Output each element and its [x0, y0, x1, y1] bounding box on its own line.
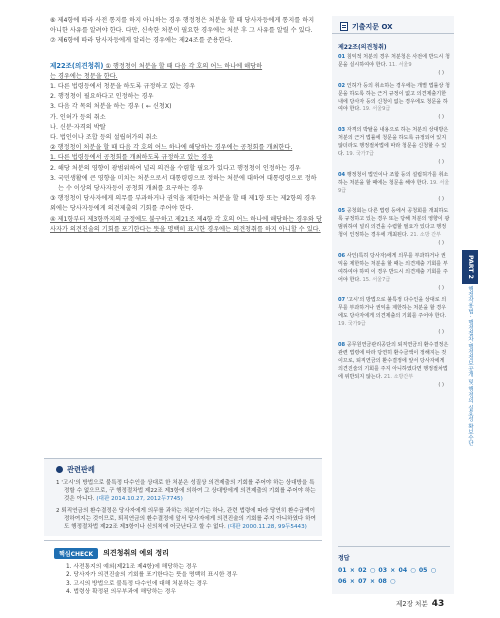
side-vertical-title: 행정작용법 · 행정절차·행정정보공개 및 행정의 실효성 확보수단: [467, 286, 473, 446]
article-paragraph-2: ② 행정청이 처분을 할 때 다음 각 호의 어느 하나에 해당하는 경우에는 공청회를 개최한다.: [50, 144, 293, 152]
list-item: 나. 신분·자격의 박탈: [50, 123, 106, 131]
key-check-box: [44, 540, 322, 596]
page-number: 43: [431, 599, 445, 609]
case-source: (대판 2000.11.28, 99두5443): [227, 524, 307, 531]
answers-title: 정답: [338, 555, 350, 562]
list-item: 3. 다음 각 목의 처분을 하는 경우 ( ← 신청X): [50, 103, 172, 111]
chapter-label: 제2장 처분: [396, 600, 428, 608]
ox-item: 01 침익적 처분의 경우 처분청은 사전에 반드시 청문을 실시하여야 한다. 11. 서울9 ( ): [338, 54, 450, 76]
ox-list: [338, 54, 450, 394]
list-item: 다. 법인이나 조합 등의 설립허가의 취소: [50, 134, 158, 142]
list-item: 3. 국민생활에 큰 영향을 미치는 처분으로서 대통령령으로 정하는 처분에 대하여 대통령령으로 정하는 수 이상의 당사자등이 공청회 개최를 요구하는 경우: [50, 174, 317, 193]
related-cases-body: [56, 479, 318, 534]
case-item: 2 퇴직연금의 환수결정은 당사자에게 의무를 과하는 처분이기는 하나, 관련 법령에 따라 당연히 환수금액이 정하여지는 것이므로, 퇴직연금의 환수결정에 앞서 당사자에게 의견진술의 기회를 주지 아니하였다 하여도 행정절차법 제22조 제3항이나 신의칙에 어긋난다고 할 수 없다. (대판 2000.11.28, 99두5443): [56, 507, 316, 531]
ox-quiz-sidebar: [332, 16, 454, 594]
main-column: [50, 16, 322, 235]
notebook-icon: [340, 22, 348, 31]
answers-row: 06 × 07 × 08 ○: [338, 578, 396, 585]
paragraph: ⑥ 제4항에 따라 사전 통지를 하지 아니하는 경우 행정청은 처분을 할 때 당사자등에게 통지를 하지 아니한 사유를 알려야 한다. 다만, 신속한 처분이 필요한 경우에는 처분 후 그 사유를 알릴 수 있다.: [50, 17, 315, 35]
article-22: [50, 61, 322, 235]
list-item: 3. 고시의 방법으로 불특정 다수인에 대해 처분하는 경우: [66, 580, 208, 587]
list-item: 4. 법령상 확정된 의무부과에 해당하는 경우: [66, 588, 176, 595]
ox-item: 04 행정청이 법인이나 조합 등의 설립허가를 취소하는 처분을 할 때에는 청문을 해야 한다. 19. 서울9급 ( ): [338, 171, 450, 202]
ox-section-title: 제22조(의견청취): [338, 44, 387, 51]
ox-item: 05 공청회는 다른 법령 등에서 공청회를 개최하도록 규정하고 있는 경우 또는 당해 처분의 영향이 광범위하여 널리 의견을 수렴할 필요가 있다고 행정청이 인정하는 경우에 개최된다. 21. 소방 간부 ( ): [338, 208, 450, 247]
key-check-list: [66, 563, 237, 596]
list-item: 2. 행정청이 필요하다고 인정하는 경우: [50, 93, 154, 101]
key-check-title: 의견청취의 예외 정리: [103, 549, 169, 557]
ox-item: 03 자격의 박탈을 내용으로 하는 처분의 상대방은 처분의 근거 법률에 청문을 하도록 규정되어 있지 않더라도 행정절차법에 따라 청문을 신청할 수 있다. 19. 국가7급 ( ): [338, 127, 449, 165]
paragraph: ⑦ 제6항에 따라 당사자등에게 알리는 경우에는 제24조를 준용한다.: [50, 37, 233, 45]
ox-answers: [338, 546, 450, 587]
part-tab: PART 2: [462, 250, 478, 284]
related-cases-title: 관련판례: [56, 465, 95, 475]
case-item: 1 '고시'의 방법으로 불특정 다수인을 상대로 한 처분은 성질상 의견제출의 기회를 주어야 하는 상대방을 특정할 수 없으므로, 구 행정절차법 제22조 제3항에 의하여 그 상대방에게 의견제출의 기회를 주어야 하는 것은 아니다. (대판 2014.10.27, 2012두7745): [56, 480, 316, 503]
article-list-1: [50, 82, 322, 143]
list-item: 1. 다른 법령등에서 공청회를 개최하도록 규정하고 있는 경우: [50, 154, 214, 162]
case-source: (대판 2014.10.27, 2012두7745): [96, 496, 183, 503]
key-check-header: [54, 547, 169, 559]
page-footer: [396, 598, 444, 609]
list-item: 1. 다른 법령등에서 청문을 하도록 규정하고 있는 경우: [50, 83, 196, 91]
article-list-2: [50, 153, 322, 194]
article-paragraph-1-cont: 는 경우에는 청문을 한다.: [50, 72, 118, 80]
article-heading: 제22조(의견청취): [50, 61, 104, 70]
bullet-icon: [56, 466, 63, 473]
ox-header: [332, 20, 454, 34]
article-paragraph-3: ③ 행정청이 당사자에게 의무를 부과하거나 권익을 제한하는 처분을 할 때 제1항 또는 제2항의 경우 외에는 당사자등에게 의견제출의 기회를 주어야 한다.: [50, 195, 317, 213]
ox-item: 08 공무원연금관리공단의 퇴직연금의 환수결정은 관련 법령에 따라 당연히 환수금액이 정해지는 것이므로, 퇴직연금의 환수결정에 앞서 당사자에게 의견진술의 기회를 주지 아니하였다면 행정절차법에 위반되지 않는다. 21. 소방간부 ( ): [338, 342, 449, 388]
ox-item: 06 사인(특히 당사자)에게 의무를 부과하거나 권익을 제한하는 처분을 할 때는 의견제출 기회를 부여하여야 하며 이 경우 반드시 의견제출 기회를 주어야 한다. 15. 서울7급 ( ): [338, 252, 448, 291]
related-cases-box: [44, 458, 322, 536]
ox-header-label: 기출지문 OX: [352, 23, 393, 31]
article-paragraph-1: 제22조(의견청취) ① 행정청이 처분을 할 때 다음 각 호의 어느 하나에 해당하: [50, 61, 263, 70]
article-paragraph-4: ④ 제1항부터 제3항까지의 규정에도 불구하고 제21조 제4항 각 호의 어느 하나에 해당하는 경우와 당사자가 의견진술의 기회를 포기한다는 뜻을 명백히 표시한 경우에는 의견청취를 하지 아니할 수 있다.: [50, 215, 322, 233]
list-item: 2. 해당 처분의 영향이 광범위하여 널리 의견을 수렴할 필요가 있다고 행정청이 인정하는 경우: [50, 164, 301, 172]
answers-row: 01 × 02 ○ 03 × 04 ○ 05 ○: [338, 567, 437, 574]
key-check-badge: 핵심CHECK: [54, 548, 98, 559]
list-item: 2. 당사자가 의견진술의 기회를 포기한다는 뜻을 명백히 표시한 경우: [66, 572, 238, 579]
ox-item: 02 인허가 등의 취소하는 경우에는 개별 법률상 청문을 하도록 하는 근거 규정이 없고 의견제출기한 내에 당사자 등의 신청이 없는 경우에도 청문을 하여야 한다. 19. 서울9급 ( ): [338, 82, 450, 121]
list-item: 가. 인허가 등의 취소: [50, 113, 106, 121]
list-item: 1. 사전통지의 예외(제21조 제4항)에 해당하는 경우: [66, 564, 198, 570]
ox-item: 07 '고시'의 방법으로 불특정 다수인을 상대로 의무를 부과하거나 권익을 제한하는 처분을 할 경우에도 당사자에게 의견제출의 기회를 주어야 한다. 19. 국가9급 ( ): [338, 297, 447, 336]
